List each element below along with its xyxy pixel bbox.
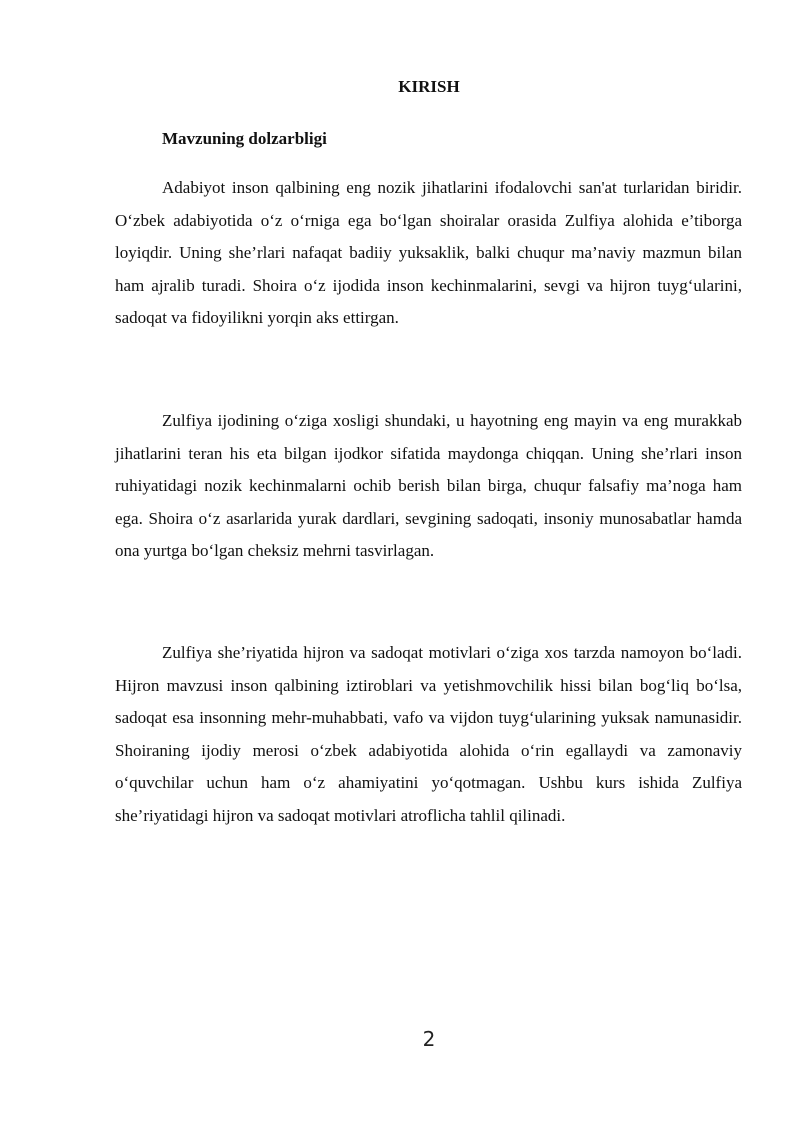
paragraph-2: Zulfiya ijodining o‘ziga xosligi shundaki, u hayotning eng mayin va eng murakkab jihatlarini teran his eta bilgan ijodkor sifatida maydonga chiqqan. Uning she’rlari inson ruhiyatidagi nozik kechinmalarni ochib berish bilan birga, chuqur falsafiy ma’noga ham ega. Shoira o‘z asarlarida yurak dardlari, sevgining sadoqati, insoniy munosabatlar hamda ona yurtga bo‘lgan cheksiz mehrni tasvirlagan. [115, 411, 742, 561]
page-number: 2 [422, 1027, 436, 1051]
paragraph-1: Adabiyot inson qalbining eng nozik jihatlarini ifodalovchi san'at turlaridan biridir. O‘zbek adabiyotida o‘z o‘rniga ega bo‘lgan shoiralar orasida Zulfiya alohida e’tiborga loyiqdir. Uning she’rlari nafaqat badiiy yuksaklik, balki chuqur ma’naviy mazmun bilan ham ajralib turadi. Shoira o‘z ijodida inson kechinmalarini, sevgi va hijron tuyg‘ularini, sadoqat va fidoyilikni yorqin aks ettirgan. [115, 178, 742, 328]
page-title: KIRISH [398, 77, 460, 96]
paragraph-3: Zulfiya she’riyatida hijron va sadoqat motivlari o‘ziga xos tarzda namoyon bo‘ladi. Hijron mavzusi inson qalbining iztiroblari va yetishmovchilik hissi bilan bog‘liq bo‘lsa, sadoqat esa insonning mehr-muhabbati, vafo va vijdon tuyg‘ularining yuksak namunasidir. Shoiraning ijodiy merosi o‘zbek adabiyotida alohida o‘rin egallaydi va zamonaviy o‘quvchilar uchun ham o‘z ahamiyatini yo‘qotmagan. Ushbu kurs ishida Zulfiya she’riyatidagi hijron va sadoqat motivlari atroflicha tahlil qilinadi. [115, 643, 742, 825]
section-heading: Mavzuning dolzarbligi [162, 129, 327, 148]
